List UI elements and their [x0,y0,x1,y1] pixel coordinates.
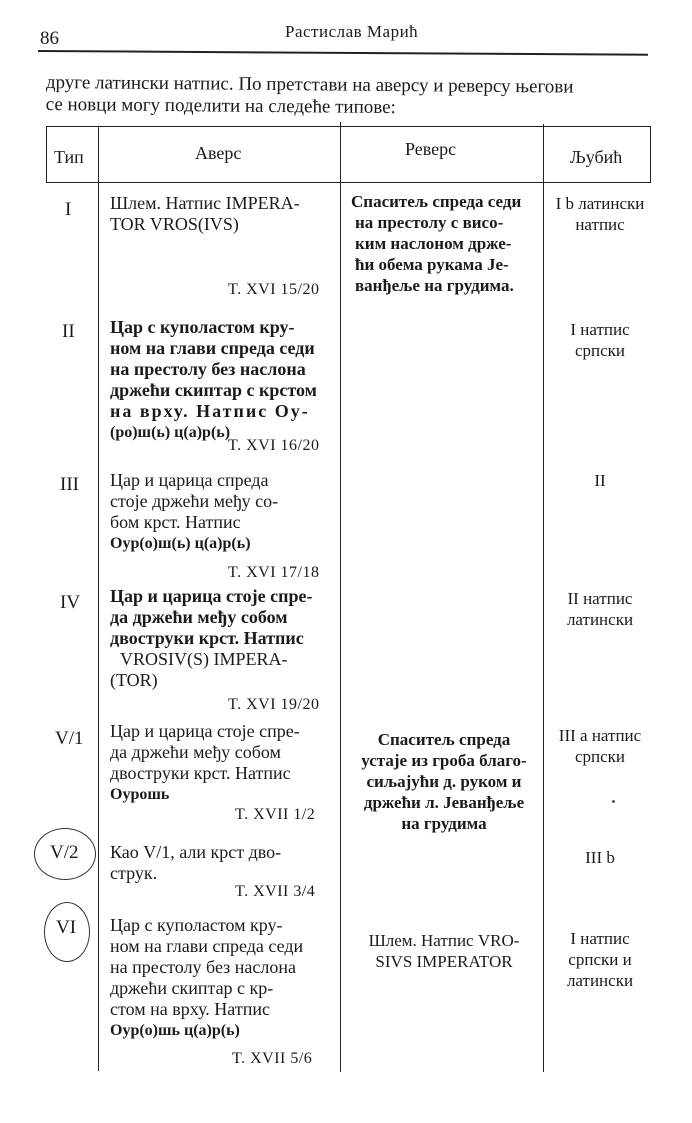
header-revers: Реверс [405,139,457,159]
table-top-rule [46,126,650,127]
running-title: Растислав Марић [285,22,419,41]
row-revers: Спаситељ спреда устаје из гроба благо- сиљајући д. руком и држећи л. Јеванђеље на грудима [361,730,527,833]
col-rule [543,124,544,1072]
plate-reference: T. XVI 16/20 [228,437,320,454]
row-avers: Цар с куполастом кру- ном на глави спреда седи на престолу без наслона држећи скиптар с кр- стом на врху. Натпис Оур(о)шь ц(а)р(ь) [110,915,304,1039]
plate-reference: T. XVI 15/20 [228,281,320,298]
ink-speck [612,800,615,803]
plate-reference: T. XVII 5/6 [232,1050,313,1067]
header-ljubic: Љубић [570,147,623,167]
col-rule [650,126,651,183]
row-tip: IV [60,592,81,613]
header-tip: Тип [54,147,84,167]
plate-reference: T. XVII 3/4 [235,883,316,900]
row-revers: Шлем. Натпис VRO- SIVS IMPERATOR [368,931,520,971]
row-ljubic: I натпис српски [570,320,630,360]
table-header-rule [46,182,650,183]
col-rule [46,126,47,183]
row-ljubic: I b латински натпис [555,194,645,234]
row-avers: Као V/1, али крст дво- струк. [110,842,282,883]
col-rule [98,126,99,1071]
row-ljubic: I натпис српски и латински [566,929,634,990]
row-avers: Цар и царица стоје спре- да држећи међу собом двоструки крст. Натпис Оурошь [110,721,300,803]
row-tip: VI [56,917,77,938]
plate-reference: T. XVII 1/2 [235,806,316,823]
col-rule [340,122,341,1072]
row-avers: Цар с куполастом кру- ном на глави спреда седи на престолу без наслона држећи скиптар с крстом на врху. Натпис Оу- (ро)ш(ь) ц(а)р(ь) [110,317,317,441]
intro-line: друге латински натпис. По претстави на аверсу и реверсу његови [45,72,574,98]
row-ljubic: II [594,471,606,490]
row-revers: Спаситељ спреда седи на престолу с висо- ким наслоном држе- ћи обема рукама Је- ванђеље на грудима. [351,192,522,295]
row-ljubic: II натпис латински [566,589,634,629]
row-tip: V/2 [50,842,79,863]
intro-paragraph [46,72,656,121]
plate-reference: T. XVI 17/18 [228,564,320,581]
row-avers: Шлем. Натпис IMPERA- TOR VROS(IVS) [110,193,300,234]
row-avers: Цар и царица стоје спре- да држећи међу собом двоструки крст. Натпис VROSIV(S) IMPERA- (TOR) [110,586,313,690]
header-avers: Аверс [195,143,242,163]
row-ljubic: III b [585,848,615,867]
row-tip: V/1 [55,728,84,749]
row-tip: I [65,199,72,220]
row-tip: II [62,321,75,342]
intro-line: се новци могу поделити на следеће типове: [45,93,396,119]
row-tip: III [60,474,79,495]
page-number: 86 [40,28,59,49]
row-ljubic: III a натпис српски [558,726,642,766]
plate-reference: T. XVI 19/20 [228,696,320,713]
header-rule [38,50,648,56]
row-avers: Цар и царица спреда стоје држећи међу со- бом крст. Натпис Оур(о)ш(ь) ц(а)р(ь) [110,470,279,552]
